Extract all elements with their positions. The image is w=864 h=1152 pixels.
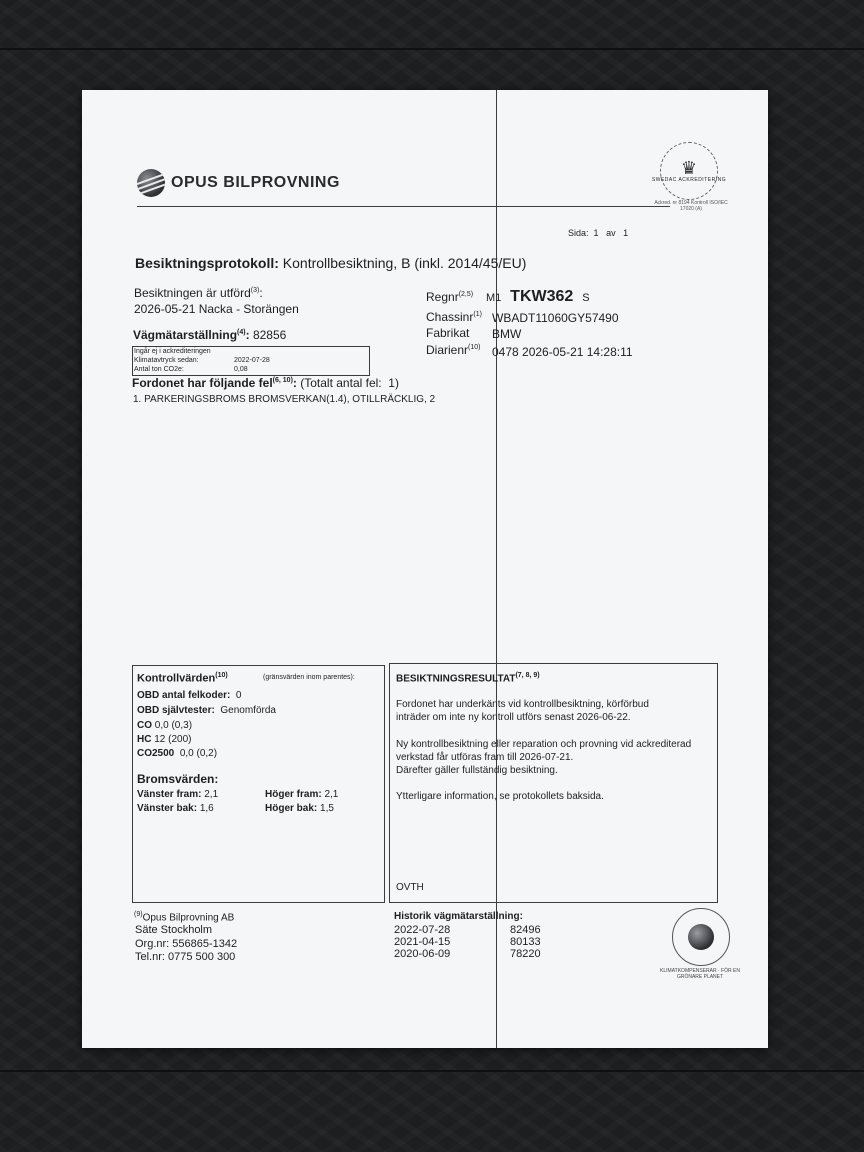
brake-right-front: Höger fram: 2,1 xyxy=(265,789,339,800)
make-value: BMW xyxy=(492,327,522,341)
company-logo-text: OPUS BILPROVNING xyxy=(171,174,340,191)
paper-fold-line xyxy=(496,90,497,1048)
odometer-history-table xyxy=(394,924,541,960)
result-text: Ny kontrollbesiktning eller reparation och provning vid ackrediterad xyxy=(396,739,692,750)
footer-seat: Säte Stockholm xyxy=(135,924,213,936)
performed-label: Besiktningen är utförd$^{(3)}$: xyxy=(134,286,263,300)
chassis-label: Chassinr$^{(1)}$ xyxy=(426,310,482,324)
header-rule xyxy=(137,206,670,207)
limit-note: (gränsvärden inom parentes): xyxy=(263,674,355,681)
footer-tel: Tel.nr: 0775 500 300 xyxy=(135,951,236,963)
table-row: 2020-06-09 78220 xyxy=(394,948,541,960)
result-text: Ytterligare information, se protokollets baksida. xyxy=(396,791,604,802)
control-values-box xyxy=(132,665,385,903)
swedac-seal-text: SWEDAC ACKREDITERING xyxy=(651,177,727,183)
seat-seam xyxy=(0,1070,864,1072)
co2e-label: Antal ton CO2e: xyxy=(134,366,184,373)
climate-stamp-text: KLIMATKOMPENSERAR · FÖR EN GRÖNARE PLANET xyxy=(660,968,740,980)
inspector-signature: OVTH xyxy=(396,882,424,893)
result-text: inträder om inte ny kontroll utförs senast 2026-06-22. xyxy=(396,712,631,723)
brakes-heading: Bromsvärden: xyxy=(137,772,219,786)
control-values-heading: Kontrollvärden$^{(10)}$ xyxy=(137,672,228,685)
brake-left-front: Vänster fram: 2,1 xyxy=(137,789,219,800)
inspection-protocol-document xyxy=(82,90,768,1048)
result-text: Fordonet har underkänts vid kontrollbesiktning, körförbud xyxy=(396,699,649,710)
make-label: Fabrikat xyxy=(426,326,470,340)
climate-compensation-stamp xyxy=(672,908,730,966)
company-logo xyxy=(137,169,340,197)
not-accredited-note: Ingår ej i ackrediteringen xyxy=(134,348,211,355)
brake-left-rear: Vänster bak: 1,6 xyxy=(137,803,214,814)
opus-globe-icon xyxy=(137,169,165,197)
co-value: CO 0,0 (0,3) xyxy=(137,720,193,731)
hc-value: HC 12 (200) xyxy=(137,734,192,745)
climate-footprint-box xyxy=(132,346,370,376)
climate-since-value: 2022-07-28 xyxy=(234,357,270,364)
result-text: verkstad får utföras fram till 2026-07-21. xyxy=(396,752,574,763)
protocol-title: Besiktningsprotokoll: Kontrollbesiktning, B (inkl. 2014/45/EU) xyxy=(135,255,527,271)
diary-value: 0478 2026-05-21 14:28:11 xyxy=(492,345,633,359)
co2e-value: 0,08 xyxy=(234,366,248,373)
footer-company: $^{(9)}$Opus Bilprovning AB xyxy=(134,911,235,924)
odometer: Vägmätarställning$^{(4)}$: 82856 xyxy=(133,328,287,342)
inspection-result-box xyxy=(389,663,718,903)
result-text: Därefter gäller fullständig besiktning. xyxy=(396,765,558,776)
co2500-value: CO2500 0,0 (0,2) xyxy=(137,748,218,759)
diary-label: Diarienr$^{(10)}$ xyxy=(426,343,481,357)
climate-since-label: Klimatavtryck sedan: xyxy=(134,357,199,364)
obd-codes: OBD antal felkoder: 0 xyxy=(137,690,242,701)
chassis-value: WBADT11060GY57490 xyxy=(492,311,619,325)
brake-right-rear: Höger bak: 1,5 xyxy=(265,803,334,814)
performed-value: 2026-05-21 Nacka - Storängen xyxy=(134,302,299,316)
table-row: 2021-04-15 80133 xyxy=(394,936,541,948)
obd-tests: OBD självtester: Genomförda xyxy=(137,705,276,716)
regnr-label: Regnr$^{(2,5)}$ xyxy=(426,290,474,304)
history-heading: Historik vägmätarställning: xyxy=(394,911,523,922)
accreditation-number: Ackred. nr 8194 Kontroll ISO/IEC 17020 (A) xyxy=(654,200,728,212)
globe-icon xyxy=(688,924,714,950)
table-row: 2022-07-28 82496 xyxy=(394,924,541,936)
seat-seam xyxy=(0,48,864,50)
registration-number: M1 TKW362 S xyxy=(486,288,590,305)
faults-heading: Fordonet har följande fel$^{(6, 10)}$: (Totalt antal fel: 1) xyxy=(132,376,399,390)
page-indicator: Sida: 1 av 1 xyxy=(568,228,629,238)
three-crowns-icon: ♛ xyxy=(680,158,698,178)
swedac-accreditation-seal xyxy=(651,142,727,200)
result-heading: BESIKTNINGSRESULTAT$^{(7, 8, 9)}$ xyxy=(396,672,540,685)
footer-org: Org.nr: 556865-1342 xyxy=(135,938,238,950)
fault-item: 1. PARKERINGSBROMS BROMSVERKAN(1.4), OTILLRÄCKLIG, 2 xyxy=(133,394,436,405)
